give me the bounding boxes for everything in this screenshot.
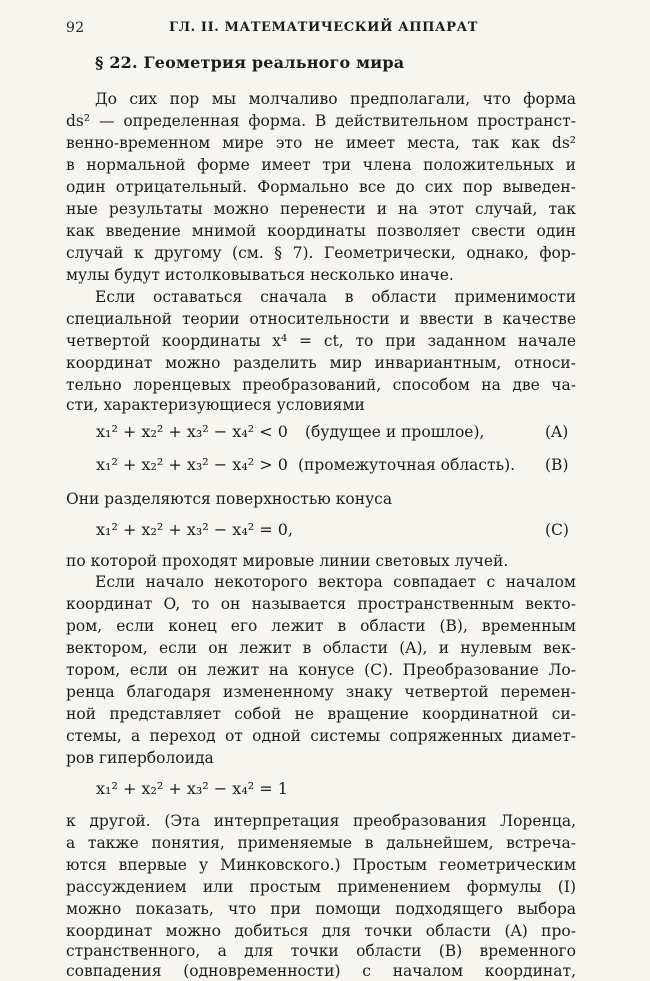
formula-a-label: (A) bbox=[545, 423, 569, 441]
text-line: в нормальной форме имеет три члена положительных и bbox=[66, 156, 576, 174]
text-line: координат можно добиться для точки области (A) про- bbox=[66, 922, 576, 940]
text-line: ds² — определенная форма. В действительном пространст- bbox=[66, 112, 576, 130]
formula-b-label: (B) bbox=[545, 456, 569, 474]
text-line: случай к другому (см. § 7). Геометрически, однако, фор- bbox=[66, 244, 576, 262]
formula-d: x₁² + x₂² + x₃² − x₄² = 1 bbox=[96, 779, 288, 798]
text-line: ров гиперболоида bbox=[66, 749, 214, 767]
text-line: ренца благодаря измененному знаку четвертой перемен- bbox=[66, 683, 576, 701]
text-line: Если оставаться сначала в области применимости bbox=[95, 288, 576, 306]
text-line: ной представляет собой не вращение координатной си- bbox=[66, 705, 576, 723]
text-line: ром, если конец его лежит в области (B), временным bbox=[66, 617, 576, 635]
formula-b-description: (промежуточная область). bbox=[298, 456, 516, 474]
text-line: один отрицательный. Формально все до сих пор выведен- bbox=[66, 178, 576, 196]
text-line: как введение мнимой координаты позволяет свести один bbox=[66, 222, 576, 240]
section-title: § 22. Геометрия реального мира bbox=[95, 53, 405, 72]
formula-c-label: (C) bbox=[545, 521, 569, 539]
text-line: совпадения (одновременности) с началом координат, bbox=[66, 962, 576, 980]
text-line: рассуждением или простым применением формулы (I) bbox=[66, 878, 576, 896]
text-line: по которой проходят мировые линии световых лучей. bbox=[66, 552, 509, 570]
page-header bbox=[66, 20, 582, 42]
text-line: сти, характеризующиеся условиями bbox=[66, 396, 365, 414]
running-head: ГЛ. II. МАТЕМАТИЧЕСКИЙ АППАРАТ bbox=[169, 20, 479, 35]
text-line: До сих пор мы молчаливо предполагали, что форма bbox=[95, 90, 576, 108]
text-line: странственного, а для точки области (B) временного bbox=[66, 942, 576, 960]
formula-c: x₁² + x₂² + x₃² − x₄² = 0, bbox=[96, 520, 293, 539]
text-line: ются впервые у Минковского.) Простым геометрическим bbox=[66, 856, 576, 874]
text-line: венно-временном мире это не имеет места, так как ds² bbox=[66, 134, 576, 152]
text-line: координат O, то он называется пространственным векто- bbox=[66, 595, 576, 613]
text-line: вектором, если он лежит в области (A), и нулевым век- bbox=[66, 639, 576, 657]
text-line: можно показать, что при помощи подходящего выбора bbox=[66, 900, 576, 918]
text-line: тельно лоренцевых преобразований, способом на две ча- bbox=[66, 376, 576, 394]
text-line: Если начало некоторого вектора совпадает с началом bbox=[95, 573, 576, 591]
text-line: а также понятия, применяемые в дальнейшем, встреча- bbox=[66, 834, 576, 852]
text-line: тором, если он лежит на конусе (C). Преобразование Ло- bbox=[66, 661, 576, 679]
text-line: к другой. (Эта интерпретация преобразования Лоренца, bbox=[66, 812, 576, 830]
formula-a: x₁² + x₂² + x₃² − x₄² < 0 bbox=[96, 422, 288, 441]
text-line: ные результаты можно перенести и на этот случай, так bbox=[66, 200, 576, 218]
text-line: мулы будут истолковываться несколько иначе. bbox=[66, 266, 454, 284]
text-line: четвертой координаты x⁴ = ct, то при заданном начале bbox=[66, 332, 576, 350]
formula-b: x₁² + x₂² + x₃² − x₄² > 0 bbox=[96, 455, 288, 474]
text-line: специальной теории относительности и ввести в качестве bbox=[66, 310, 576, 328]
formula-a-description: (будущее и прошлое), bbox=[305, 423, 485, 441]
text-line: координат можно разделить мир инвариантным, относи- bbox=[66, 354, 576, 372]
text-line: стемы, а переход от одной системы сопряженных диамет- bbox=[66, 727, 576, 745]
text-line: Они разделяются поверхностью конуса bbox=[66, 490, 393, 508]
page-number: 92 bbox=[66, 20, 85, 36]
